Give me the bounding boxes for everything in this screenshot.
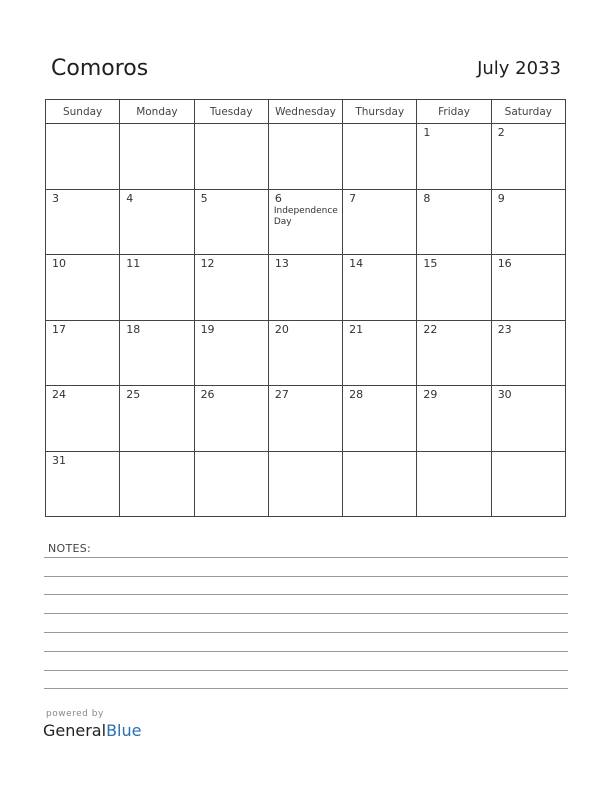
notes-line: [44, 670, 568, 671]
week-row: [46, 189, 566, 255]
day-cell: [268, 124, 342, 190]
weekday-monday: Monday: [120, 100, 194, 124]
day-number: 9: [497, 191, 505, 205]
day-number: 28: [349, 388, 364, 401]
day-number: 10: [52, 257, 66, 270]
calendar-grid: [45, 99, 566, 517]
day-number: [269, 452, 342, 455]
day-cell: [343, 451, 417, 517]
day-number: [120, 452, 193, 455]
logo-general-text: General: [43, 721, 107, 740]
day-cell: [343, 320, 417, 386]
day-cell: [343, 386, 417, 452]
day-cell: [120, 124, 194, 190]
day-cell: [491, 124, 565, 190]
day-number: 7: [349, 191, 357, 205]
day-number: 12: [200, 257, 215, 270]
day-number: 11: [126, 257, 141, 270]
weekday-friday: Friday: [417, 100, 491, 124]
weekday-wednesday: Wednesday: [268, 100, 342, 124]
week-row: [46, 451, 566, 517]
day-cell: [491, 189, 565, 255]
day-number: [195, 124, 268, 127]
notes-line: [44, 557, 568, 558]
day-number: 19: [200, 322, 215, 336]
day-cell: [417, 255, 491, 321]
weekday-header-row: [46, 100, 566, 124]
day-number: 30: [497, 388, 512, 401]
day-number: [492, 452, 565, 455]
day-number: 8: [423, 191, 431, 205]
day-number: 14: [349, 257, 364, 270]
day-number: 3: [52, 191, 59, 205]
notes-line: [44, 651, 568, 652]
day-cell: [343, 255, 417, 321]
weekday-saturday: Saturday: [491, 100, 565, 124]
day-number: 6: [274, 191, 282, 205]
day-cell: [268, 320, 342, 386]
day-number: 23: [497, 322, 512, 336]
day-cell: [46, 451, 120, 517]
week-row: [46, 255, 566, 321]
day-cell: [120, 451, 194, 517]
day-number: [343, 452, 416, 455]
notes-label: NOTES:: [48, 542, 92, 555]
day-number: 21: [349, 322, 364, 336]
day-number: 2: [497, 126, 505, 139]
day-cell: [268, 386, 342, 452]
day-number: [46, 124, 119, 127]
day-cell: [194, 255, 268, 321]
day-number: 24: [52, 388, 66, 401]
day-cell: [343, 189, 417, 255]
day-cell: [194, 189, 268, 255]
day-cell: [491, 255, 565, 321]
day-number: [269, 124, 342, 127]
day-cell: [46, 255, 120, 321]
country-title: Comoros: [51, 56, 149, 81]
notes-line: [44, 613, 568, 614]
day-number: 15: [423, 257, 438, 270]
day-number: 29: [423, 388, 438, 401]
day-number: 1: [423, 126, 431, 139]
day-number: 20: [274, 322, 289, 336]
day-number: [195, 452, 268, 455]
generalblue-logo[interactable]: [43, 721, 141, 740]
notes-line: [44, 688, 568, 689]
day-cell: [120, 189, 194, 255]
day-number: [120, 124, 193, 127]
notes-line: [44, 632, 568, 633]
day-number: 27: [274, 388, 289, 401]
day-cell: [120, 320, 194, 386]
day-cell: [417, 320, 491, 386]
notes-line: [44, 576, 568, 577]
powered-by-text: powered by: [46, 709, 104, 719]
day-cell: [343, 124, 417, 190]
weekday-thursday: Thursday: [343, 100, 417, 124]
day-number: 16: [497, 257, 512, 270]
day-cell: [46, 124, 120, 190]
day-cell: [46, 189, 120, 255]
day-number: 25: [126, 388, 141, 401]
day-number: [417, 452, 490, 455]
day-cell: [417, 124, 491, 190]
day-cell: [417, 386, 491, 452]
notes-line: [44, 594, 568, 595]
week-row: [46, 386, 566, 452]
day-cell: [194, 386, 268, 452]
day-cell: [417, 451, 491, 517]
day-number: 31: [52, 453, 66, 467]
day-number: 4: [126, 191, 134, 205]
day-cell: [491, 386, 565, 452]
weekday-tuesday: Tuesday: [194, 100, 268, 124]
day-number: 18: [126, 322, 141, 336]
day-cell: [491, 320, 565, 386]
day-number: 13: [274, 257, 289, 270]
day-cell: [268, 189, 342, 255]
day-number: 26: [200, 388, 215, 401]
day-number: 17: [52, 322, 66, 336]
holiday-label: Independence Day: [273, 205, 338, 227]
day-cell: [120, 255, 194, 321]
day-cell: [194, 320, 268, 386]
day-cell: [417, 189, 491, 255]
day-cell: [46, 386, 120, 452]
weekday-sunday: Sunday: [46, 100, 120, 124]
day-cell: [268, 255, 342, 321]
logo-blue-text: Blue: [106, 721, 142, 740]
month-year-title: July 2033: [477, 58, 561, 79]
day-cell: [120, 386, 194, 452]
week-row: [46, 320, 566, 386]
day-cell: [268, 451, 342, 517]
week-row: [46, 124, 566, 190]
day-cell: [194, 451, 268, 517]
day-number: [343, 124, 416, 127]
day-number: 22: [423, 322, 438, 336]
day-cell: [491, 451, 565, 517]
day-cell: [194, 124, 268, 190]
day-number: 5: [200, 191, 208, 205]
day-cell: [46, 320, 120, 386]
